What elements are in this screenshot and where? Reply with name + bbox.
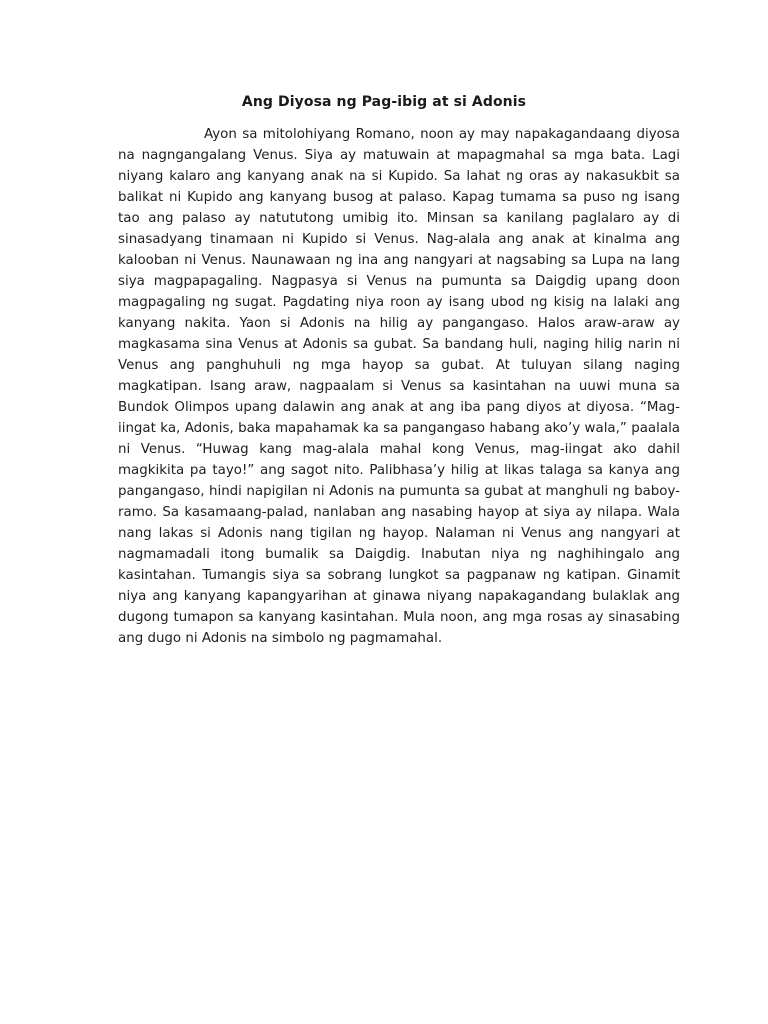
- document-title: Ang Diyosa ng Pag-ibig at si Adonis: [241, 94, 527, 110]
- story-paragraph: Ayon sa mitolohiyang Romano, noon ay may napakagandaang diyosa na nagngangalang Venus. Siya ay matuwain at mapagmahal sa mga bata. Lagi niyang kalaro ang kanyang anak na si Kupido. Sa lahat ng oras ay nakasukbit sa balikat ni Kupido ang kanyang busog at palaso. Kapag tumama sa puso ng isang tao ang palaso ay natututong umibig ito. Minsan sa kanilang paglalaro ay di sinasadyang tinamaan ni Kupido si Venus. Nag-alala ang anak at kinalma ang kalooban ni Venus. Naunawaan ng ina ang nangyari at nagsabing sa Lupa na lang siya magpapagaling. Nagpasya si Venus na pumunta sa Daigdig upang doon magpagaling ng sugat. Pagdating niya roon ay isang ubod ng kisig na lalaki ang kanyang nakita. Yaon si Adonis na hilig ay pangangaso. Halos araw-araw ay magkasama sina Venus at Adonis sa gubat. Sa bandang huli, naging hilig narin ni Venus ang panghuhuli ng mga hayop sa gubat. At tuluyan silang naging magkatipan. Isang araw, nagpaalam si Venus sa kasintahan na uuwi muna sa Bundok Olimpos upang dalawin ang anak at ang iba pang diyos at diyosa. “Mag-iingat ka, Adonis, baka mapahamak ka sa pangangaso habang ako’y wala,” paalala ni Venus. “Huwag kang mag-alala mahal kong Venus, mag-iingat ako dahil magkikita pa tayo!” ang sagot nito. Palibhasa’y hilig at likas talaga sa kanya ang pangangaso, hindi napigilan ni Adonis na pumunta sa gubat at manghuli ng baboy-ramo. Sa kasamaang-palad, nanlaban ang nasabing hayop at siya ay nilapa. Wala nang lakas si Adonis nang tigilan ng hayop. Nalaman ni Venus ang nangyari at nagmamadali itong bumalik sa Daigdig. Inabutan niya ng naghihingalo ang kasintahan. Tumangis siya sa sobrang lungkot sa pagpanaw ng katipan. Ginamit niya ang kanyang kapangyarihan at ginawa niyang napakagandang bulaklak ang dugong tumapon sa kanyang kasintahan. Mula noon, ang mga rosas ay sinasabing ang dugo ni Adonis na simbolo ng pagmamahal.: [118, 127, 680, 646]
